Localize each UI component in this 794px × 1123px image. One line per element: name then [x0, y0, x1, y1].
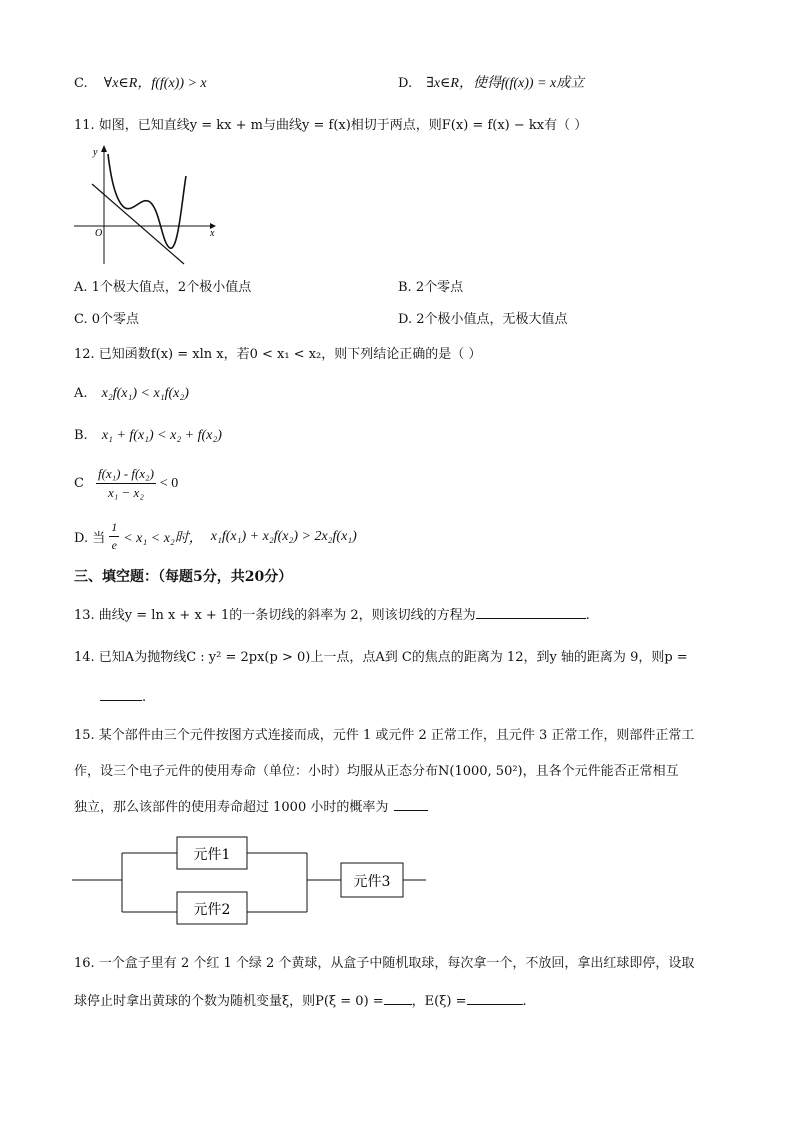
q14-line1: 14. 已知A为抛物线C : y² = 2px(p > 0)上一点，点A到 C的焦点的距离为 12，到y 轴的距离为 9，则p =	[74, 650, 688, 665]
q10-option-d-formula: ∃x∈R，使得f(f(x)) = x成立	[426, 76, 585, 91]
q11-option-a: A. 1个极大值点，2个极小值点	[74, 280, 252, 295]
q11-origin-label: O	[95, 228, 103, 239]
q16-answer-blank-1[interactable]	[384, 992, 412, 1005]
q11-graph	[70, 140, 220, 268]
q14-answer-blank[interactable]	[100, 688, 142, 701]
component-1-label: 元件1	[193, 847, 231, 863]
q12-option-d: D. 当 $\frac{1}{e}$ < x₁ < x₂时， x₁f(x₁) + x₂f(x₂) > 2x₂f(x₁)	[74, 520, 357, 552]
q11-y-axis-arrow	[101, 145, 107, 152]
q16-line2: 球停止时拿出黄球的个数为随机变量ξ，则P(ξ = 0) = ，E(ξ) = .	[74, 994, 527, 1009]
q11-y-label: y	[93, 147, 98, 158]
q13: 13. 曲线y = ln x + x + 1的一条切线的斜率为 2，则该切线的方程为 .	[74, 608, 590, 623]
component-2-label: 元件2	[193, 902, 231, 918]
q12-option-d-fraction: $\frac{1}{e}$	[111, 520, 118, 552]
q15-answer-blank[interactable]	[394, 798, 428, 811]
q14-line2: .	[100, 688, 146, 705]
q11-option-c: C. 0个零点	[74, 312, 140, 327]
q12-option-c: C $\frac{\text{f(x₁) - f(x₂)}}{\text{x₁ − x₂}}$ < 0	[74, 466, 179, 500]
q12-option-a: A. x₂f(x₁) < x₁f(x₂)	[74, 386, 189, 401]
q12-stem: 12. 已知函数f(x) = xln x，若0 < x₁ < x₂，则下列结论正确的是（ ）	[74, 347, 482, 362]
section-title: 三、填空题：（每题5分，共20分）	[74, 569, 293, 585]
q15-line2: 作，设三个电子元件的使用寿命（单位：小时）均服从正态分布N(1000, 50²)，且各个元件能否正常相互	[74, 764, 679, 779]
q11-x-label: x	[210, 228, 215, 239]
q11-option-d: D. 2个极小值点，无极大值点	[398, 312, 568, 327]
q11-curve	[108, 154, 186, 248]
q11-stem: 11. 如图，已知直线y = kx + m与曲线y = f(x)相切于两点，则F(x) = f(x) − kx有（ ）	[74, 118, 588, 133]
q15-circuit-diagram	[70, 828, 430, 928]
component-3-label: 元件3	[353, 874, 391, 890]
q10-option-c: C. ∀x∈R，f(f(x)) > x	[74, 76, 207, 91]
q13-answer-blank[interactable]	[476, 606, 586, 619]
q16-answer-blank-2[interactable]	[467, 992, 523, 1005]
q15-line1: 15. 某个部件由三个元件按图方式连接而成，元件 1 或元件 2 正常工作，且元件 3 正常工作，则部件正常工	[74, 728, 695, 743]
q15-line3: 独立，那么该部件的使用寿命超过 1000 小时的概率为	[74, 796, 428, 815]
q10-option-d: D. ∃x∈R，使得f(f(x)) = x成立	[398, 76, 585, 91]
q12-option-b: B. x₁ + f(x₁) < x₂ + f(x₂)	[74, 428, 222, 443]
q16-line1: 16. 一个盒子里有 2 个红 1 个绿 2 个黄球，从盒子中随机取球，每次拿一个，不放回，拿出红球即停，设取	[74, 956, 695, 971]
q11-tangent-line	[92, 184, 184, 264]
q12-option-c-fraction: $\frac{\text{f(x₁) - f(x₂)}}{\text{x₁ − x₂}}$	[97, 466, 154, 500]
q10-option-c-formula: ∀x∈R，f(f(x)) > x	[103, 76, 207, 91]
q11-option-b: B. 2个零点	[398, 280, 464, 295]
